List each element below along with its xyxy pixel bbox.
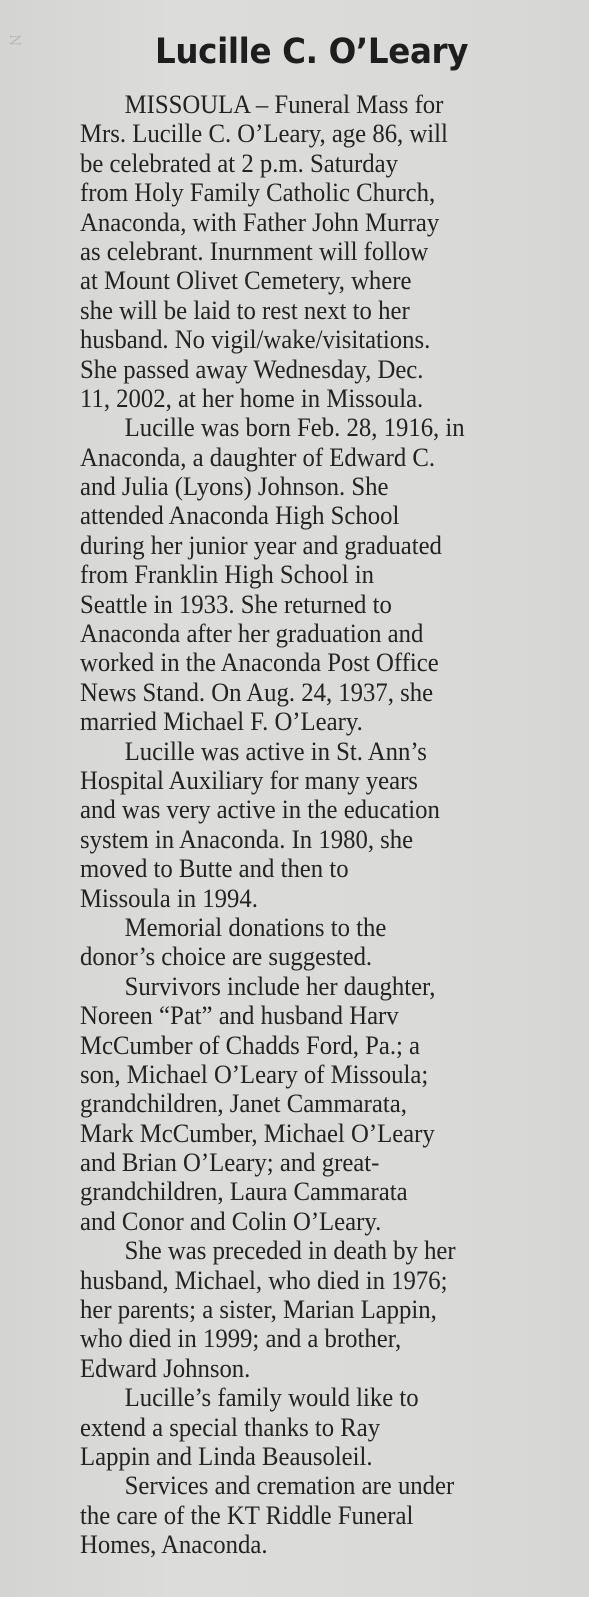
body-line: grandchildren, Janet Cammarata, — [80, 1088, 407, 1119]
obituary-body — [80, 90, 582, 1560]
body-line: Mark McCumber, Michael O’Leary — [80, 1117, 435, 1148]
body-line: married Michael F. O’Leary. — [80, 706, 363, 737]
body-line: son, Michael O’Leary of Missoula; — [80, 1058, 429, 1089]
body-line: donor’s choice are suggested. — [80, 941, 373, 972]
obituary-headline: Lucille C. O’Leary — [155, 32, 469, 72]
body-line: Anaconda, a daughter of Edward C. — [80, 441, 436, 472]
body-line: McCumber of Chadds Ford, Pa.; a — [80, 1029, 421, 1060]
body-line: grandchildren, Laura Cammarata — [80, 1176, 408, 1207]
body-line: Missoula in 1994. — [80, 882, 258, 913]
body-line: and was very active in the education — [80, 794, 440, 825]
body-line: Lucille’s family would like to — [124, 1382, 419, 1413]
body-line: News Stand. On Aug. 24, 1937, she — [80, 676, 434, 707]
body-line: Survivors include her daughter, — [124, 970, 436, 1001]
body-line: and Julia (Lyons) Johnson. She — [80, 471, 389, 502]
body-line: as celebrant. Inurnment will follow — [80, 235, 429, 266]
body-line: system in Anaconda. In 1980, she — [80, 823, 414, 854]
body-line: and Conor and Colin O’Leary. — [80, 1205, 382, 1236]
body-line: from Holy Family Catholic Church, — [80, 177, 436, 208]
body-line: during her junior year and graduated — [80, 529, 442, 560]
body-line: from Franklin High School in — [80, 559, 375, 590]
body-line: attended Anaconda High School — [80, 500, 400, 531]
body-line: Services and cremation are under — [124, 1470, 455, 1501]
body-line: She passed away Wednesday, Dec. — [80, 353, 424, 384]
body-line: the care of the KT Riddle Funeral — [80, 1499, 414, 1530]
body-line: who died in 1999; and a brother, — [80, 1323, 402, 1354]
body-line: Noreen “Pat” and husband Harv — [80, 1000, 399, 1031]
body-line: at Mount Olivet Cemetery, where — [80, 265, 412, 296]
body-line: husband, Michael, who died in 1976; — [80, 1264, 448, 1295]
body-line: MISSOULA – Funeral Mass for — [124, 89, 444, 119]
body-line: husband. No vigil/wake/visitations. — [80, 324, 431, 355]
body-line: extend a special thanks to Ray — [80, 1411, 381, 1442]
body-line: Homes, Anaconda. — [80, 1529, 268, 1560]
body-line: Anaconda after her graduation and — [80, 618, 424, 649]
body-line: be celebrated at 2 p.m. Saturday — [80, 147, 398, 178]
body-line: Anaconda, with Father John Murray — [80, 206, 440, 237]
body-line: Lappin and Linda Beausoleil. — [80, 1440, 373, 1471]
body-line: moved to Butte and then to — [80, 853, 349, 884]
body-line: She was preceded in death by her — [124, 1235, 456, 1266]
body-line: and Brian O’Leary; and great- — [80, 1147, 380, 1178]
body-line: Memorial donations to the — [124, 911, 387, 942]
body-line: Seattle in 1933. She returned to — [80, 588, 392, 619]
body-line: worked in the Anaconda Post Office — [80, 647, 439, 678]
body-line: her parents; a sister, Marian Lappin, — [80, 1294, 437, 1325]
edge-mark: N — [6, 34, 22, 48]
body-line: 11, 2002, at her home in Missoula. — [80, 382, 424, 413]
body-line: Lucille was active in St. Ann’s — [124, 735, 427, 766]
body-line: Lucille was born Feb. 28, 1916, in — [124, 412, 465, 443]
body-line: Mrs. Lucille C. O’Leary, age 86, will — [80, 118, 448, 149]
body-line: Edward Johnson. — [80, 1352, 251, 1383]
body-line: Hospital Auxiliary for many years — [80, 764, 418, 795]
body-line: she will be laid to rest next to her — [80, 294, 410, 325]
